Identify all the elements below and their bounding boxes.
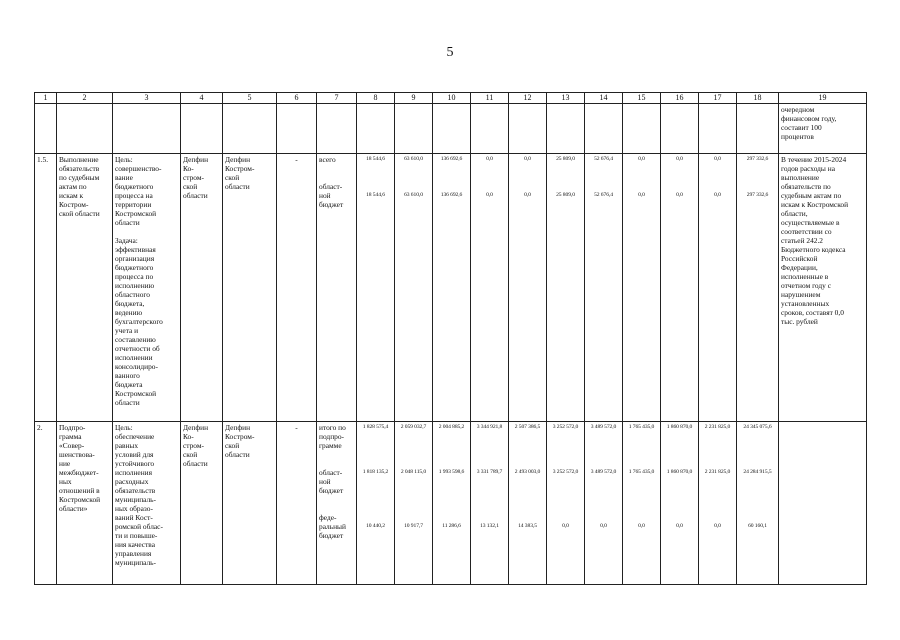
value-cell: 63 610,0 63 610,0 [395, 154, 433, 422]
row-note [779, 422, 867, 585]
column-header: 5 [223, 93, 277, 104]
column-header: 15 [623, 93, 661, 104]
table-row [35, 422, 867, 585]
row-name: Выполнение обязательств по судебным актам по искам к Костром- ской области [57, 154, 113, 422]
value-cell: 136 692,6 136 692,6 [433, 154, 471, 422]
column-header: 1 [35, 93, 57, 104]
row-number: 1.5. [35, 154, 57, 422]
column-number-row [35, 93, 867, 104]
row-col6: - [277, 422, 317, 585]
row-number: 2. [35, 422, 57, 585]
row-note: В течение 2015-2024 годов расходы на выполнение обязательств по судебным актам по искам к Костромской области, осуществляемые в соответствии со статьей 242.2 Бюджетного кодекса Российской Федерации, исполненные в отчетном году с нарушением установленных сроков, составят 0,0 тыс. рублей [779, 154, 867, 422]
row-col6: - [277, 154, 317, 422]
value-cell: 2 059 032,7 2 048 115,0 10 917,7 [395, 422, 433, 585]
value-cell-total: 24 345 075,6 24 284 915,5 60 160,1 [737, 422, 779, 585]
value-cell: 2 004 885,2 1 993 598,6 11 286,6 [433, 422, 471, 585]
value-cell-total: 297 332,6 297 332,6 [737, 154, 779, 422]
value-cell: 2 231 825,0 2 231 825,0 0,0 [699, 422, 737, 585]
value-cell: 1 828 575,4 1 818 135,2 10 440,2 [357, 422, 395, 585]
value-cell: 0,0 0,0 [699, 154, 737, 422]
column-header: 7 [317, 93, 357, 104]
row-executor: Депфин Ко- стром- ской области [181, 422, 223, 585]
value-cell: 3 252 572,0 3 252 572,0 0,0 [547, 422, 585, 585]
column-header: 14 [585, 93, 623, 104]
column-header: 3 [113, 93, 181, 104]
column-header: 6 [277, 93, 317, 104]
row-name: Подпро- грамма «Совер- шенствова- ние межбюджет- ных отношений в Костромской области» [57, 422, 113, 585]
continuation-row [35, 104, 867, 154]
column-header: 19 [779, 93, 867, 104]
column-header: 2 [57, 93, 113, 104]
table-row [35, 154, 867, 422]
column-header: 16 [661, 93, 699, 104]
row-goal: Цель: совершенство- вание бюджетного процесса на территории Костромской области Задача: эффективная организация бюджетного процесса по исполнению областного бюджета, ведению бухгалтерского учета и составлению отчетности об исполнении консолидиро- ванного бюджета Костромской области [113, 154, 181, 422]
value-cell: 3 344 921,8 3 331 789,7 13 132,1 [471, 422, 509, 585]
value-cell: 0,0 0,0 [471, 154, 509, 422]
value-cell: 18 544,6 18 544,6 [357, 154, 395, 422]
value-cell: 52 676,4 52 676,4 [585, 154, 623, 422]
column-header: 18 [737, 93, 779, 104]
continuation-note: очередном финансовом году, составит 100 процентов [779, 104, 867, 154]
column-header: 12 [509, 93, 547, 104]
row-goal: Цель: обеспечение равных условий для устойчивого исполнения расходных обязательств муниципаль- ных образо- ваний Кост- ромской облас- ти и повыше- ния качества управления муниципаль- [113, 422, 181, 585]
row-coexecutor: Депфин Костром- ской области [223, 422, 277, 585]
value-cell: 1 860 870,0 1 860 870,0 0,0 [661, 422, 699, 585]
value-cell: 0,0 0,0 [661, 154, 699, 422]
column-header: 13 [547, 93, 585, 104]
row-coexecutor: Депфин Костром- ской области [223, 154, 277, 422]
value-cell: 2 507 386,5 2 493 003,0 14 383,5 [509, 422, 547, 585]
column-header: 4 [181, 93, 223, 104]
row-sources: итого по подпро- грамме област- ной бюджет феде- ральный бюджет [317, 422, 357, 585]
value-cell: 0,0 0,0 [623, 154, 661, 422]
value-cell: 0,0 0,0 [509, 154, 547, 422]
row-sources: всего област- ной бюджет [317, 154, 357, 422]
column-header: 9 [395, 93, 433, 104]
page-number: 5 [446, 45, 454, 60]
value-cell: 1 765 435,0 1 765 435,0 0,0 [623, 422, 661, 585]
column-header: 17 [699, 93, 737, 104]
row-executor: Депфин Ко- стром- ской области [181, 154, 223, 422]
column-header: 11 [471, 93, 509, 104]
value-cell: 25 809,0 25 809,0 [547, 154, 585, 422]
budget-table [34, 92, 867, 585]
column-header: 10 [433, 93, 471, 104]
value-cell: 3 489 572,0 3 489 572,0 0,0 [585, 422, 623, 585]
column-header: 8 [357, 93, 395, 104]
